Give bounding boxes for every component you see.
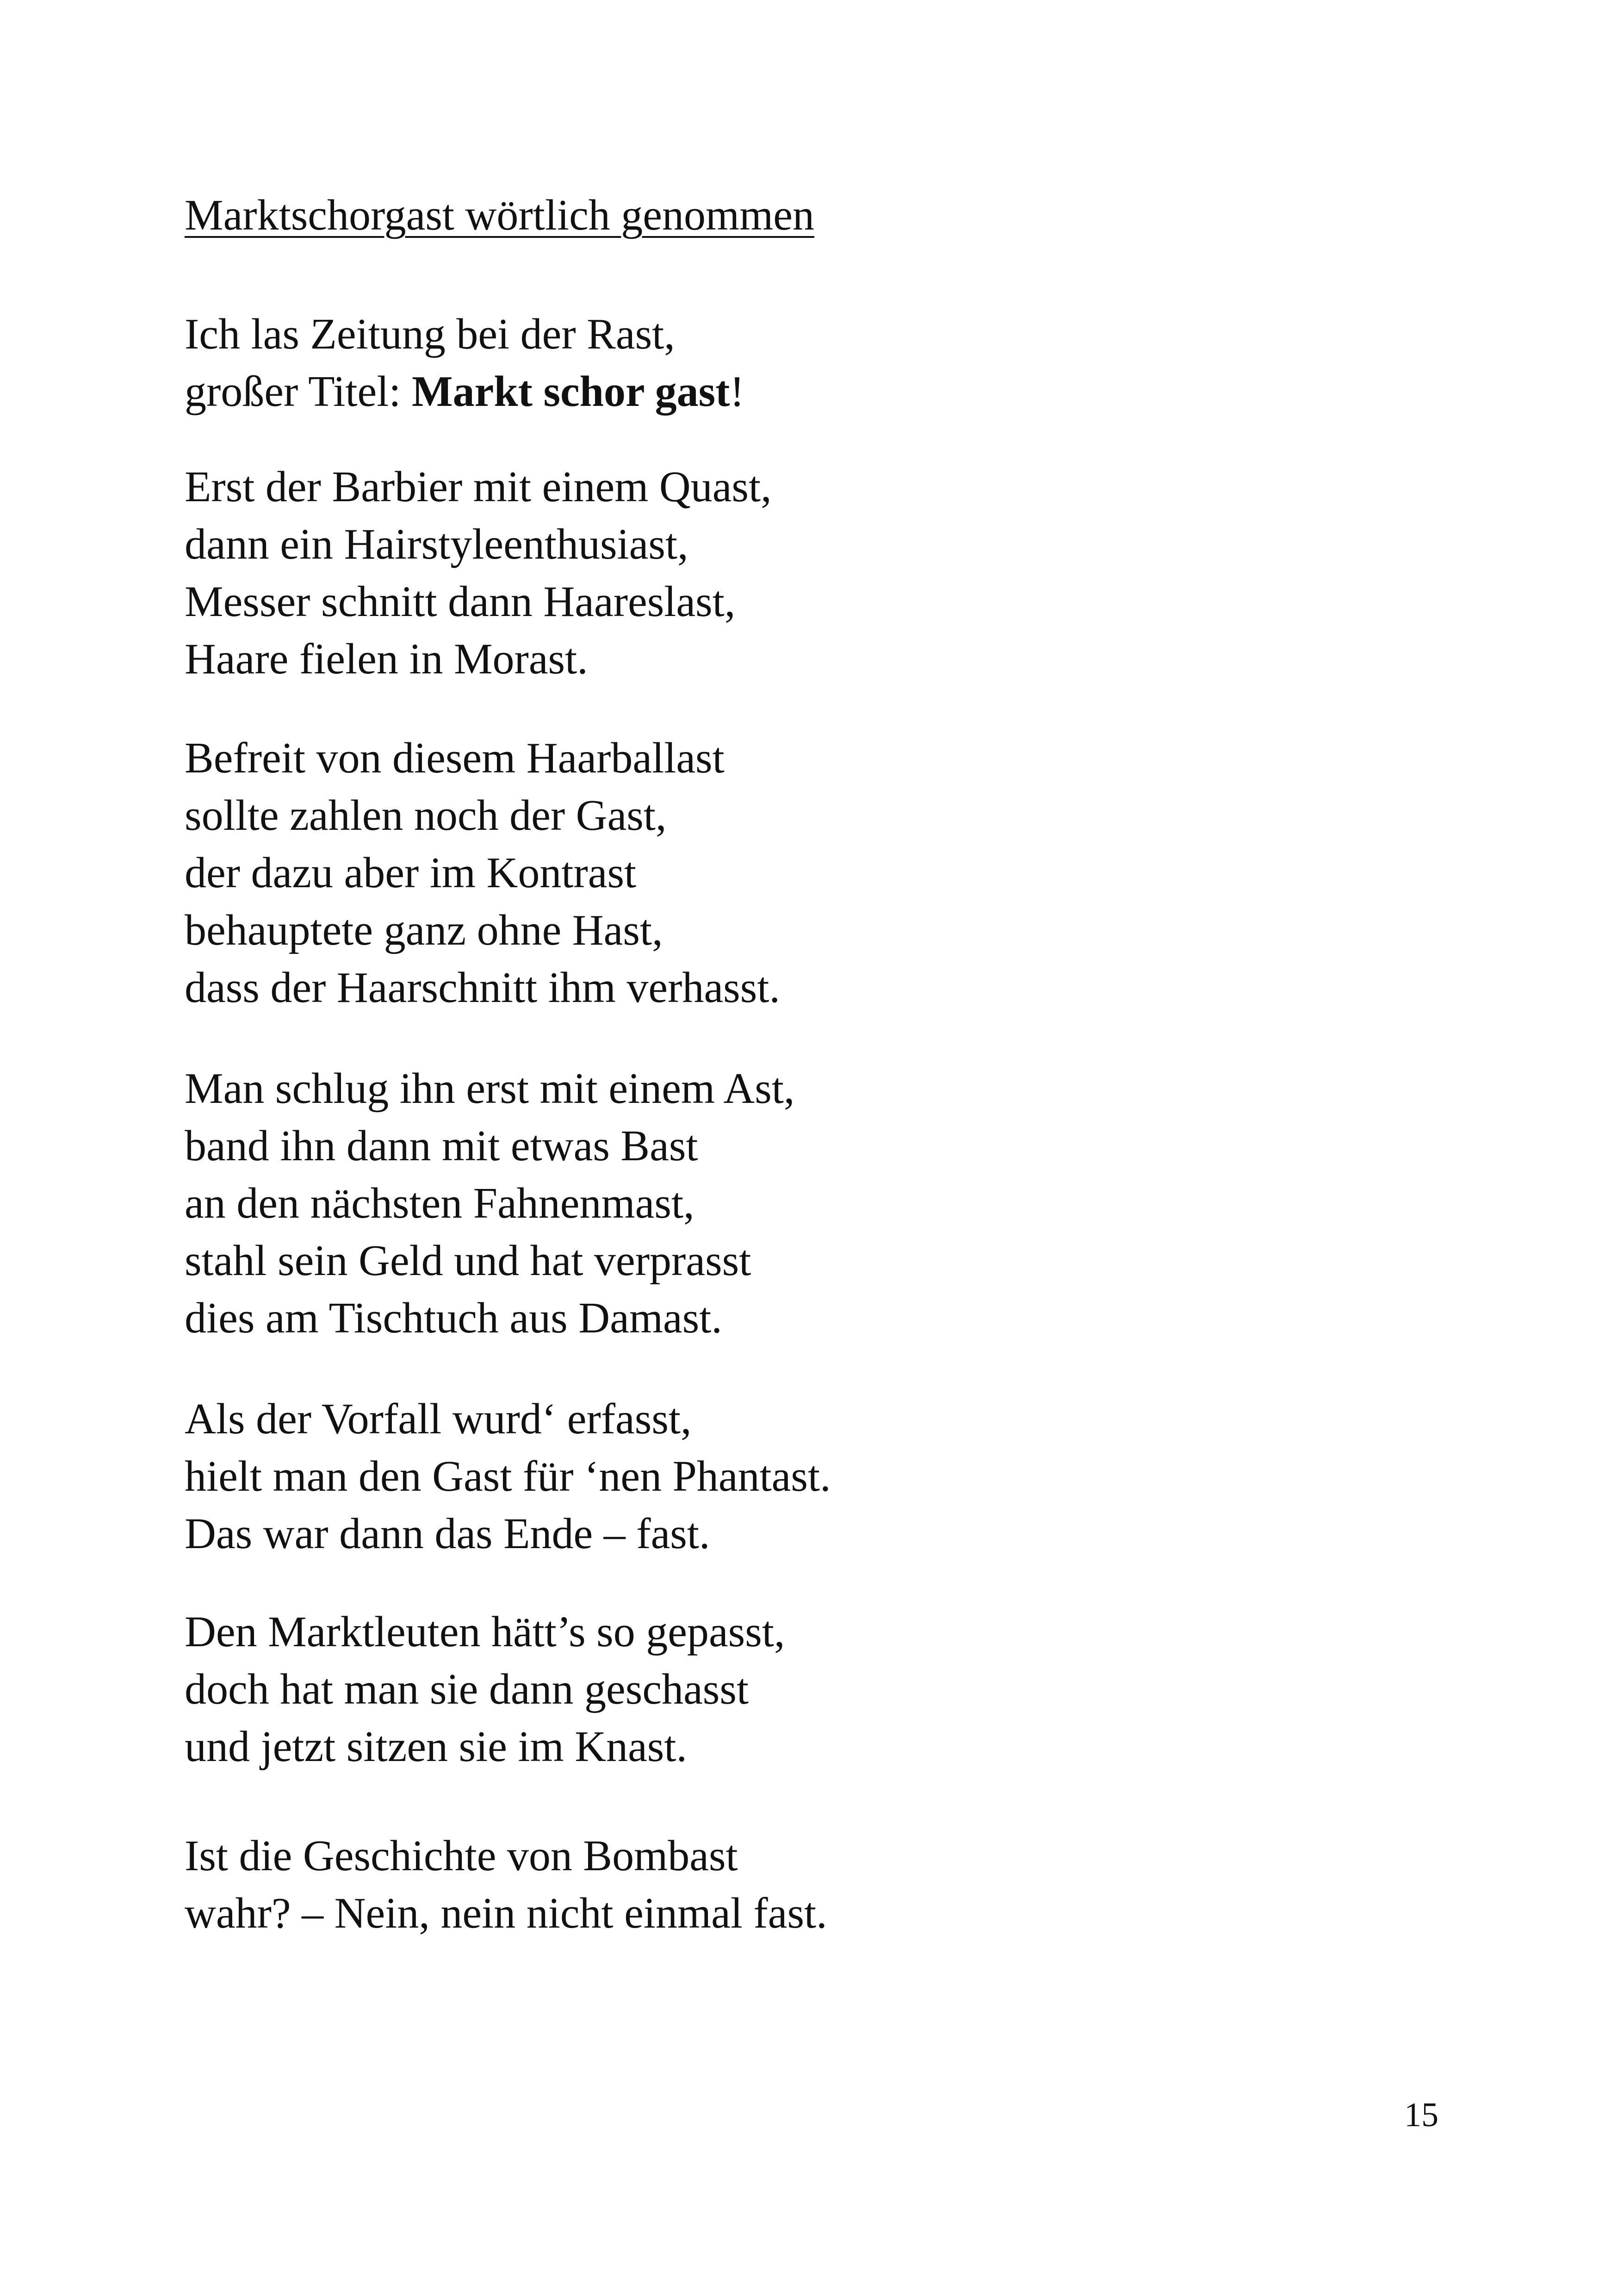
stanza-line: wahr? – Nein, nein nicht einmal fast. bbox=[185, 1889, 827, 1937]
stanza-line: Den Marktleuten hätt’s so gepasst, bbox=[185, 1608, 785, 1656]
line-prefix: großer Titel: bbox=[185, 367, 412, 416]
stanza-line: sollte zahlen noch der Gast, bbox=[185, 791, 667, 840]
stanza-line: und jetzt sitzen sie im Knast. bbox=[185, 1723, 688, 1771]
stanza-line: Erst der Barbier mit einem Quast, bbox=[185, 463, 772, 511]
stanza-line: an den nächsten Fahnenmast, bbox=[185, 1179, 694, 1227]
page-number: 15 bbox=[1404, 2096, 1438, 2134]
stanza-line: dass der Haarschnitt ihm verhasst. bbox=[185, 964, 780, 1012]
stanza-line: dies am Tischtuch aus Damast. bbox=[185, 1294, 722, 1342]
bold-phrase: Markt schor gast bbox=[411, 367, 730, 416]
stanza-line: Haare fielen in Morast. bbox=[185, 635, 588, 683]
stanza-line: Befreit von diesem Haarballast bbox=[185, 734, 725, 782]
stanza-line: hielt man den Gast für ‘nen Phantast. bbox=[185, 1452, 831, 1500]
stanza-line: Messer schnitt dann Haareslast, bbox=[185, 578, 736, 626]
poem-title: Marktschorgast wörtlich genommen bbox=[185, 191, 814, 239]
stanza-line: Man schlug ihn erst mit einem Ast, bbox=[185, 1064, 795, 1113]
stanza-line: Das war dann das Ende – fast. bbox=[185, 1510, 710, 1558]
stanza-5 bbox=[185, 1390, 831, 1562]
stanza-line: der dazu aber im Kontrast bbox=[185, 849, 637, 897]
line-suffix: ! bbox=[730, 367, 744, 416]
stanza-line-with-bold bbox=[185, 363, 744, 420]
stanza-line: band ihn dann mit etwas Bast bbox=[185, 1122, 698, 1170]
stanza-line: stahl sein Geld und hat verprasst bbox=[185, 1237, 751, 1285]
stanza-6 bbox=[185, 1603, 785, 1775]
stanza-line: dann ein Hairstyleenthusiast, bbox=[185, 520, 688, 568]
stanza-4 bbox=[185, 1060, 794, 1347]
stanza-line: Als der Vorfall wurd‘ erfasst, bbox=[185, 1395, 692, 1443]
stanza-line: Ist die Geschichte von Bombast bbox=[185, 1832, 738, 1880]
stanza-7 bbox=[185, 1827, 827, 1942]
stanza-2 bbox=[185, 458, 772, 688]
stanza-line: Ich las Zeitung bei der Rast, bbox=[185, 310, 675, 358]
stanza-line: doch hat man sie dann geschasst bbox=[185, 1665, 749, 1713]
stanza-3 bbox=[185, 729, 780, 1016]
stanza-line: behauptete ganz ohne Hast, bbox=[185, 906, 663, 954]
stanza-1 bbox=[185, 305, 744, 420]
